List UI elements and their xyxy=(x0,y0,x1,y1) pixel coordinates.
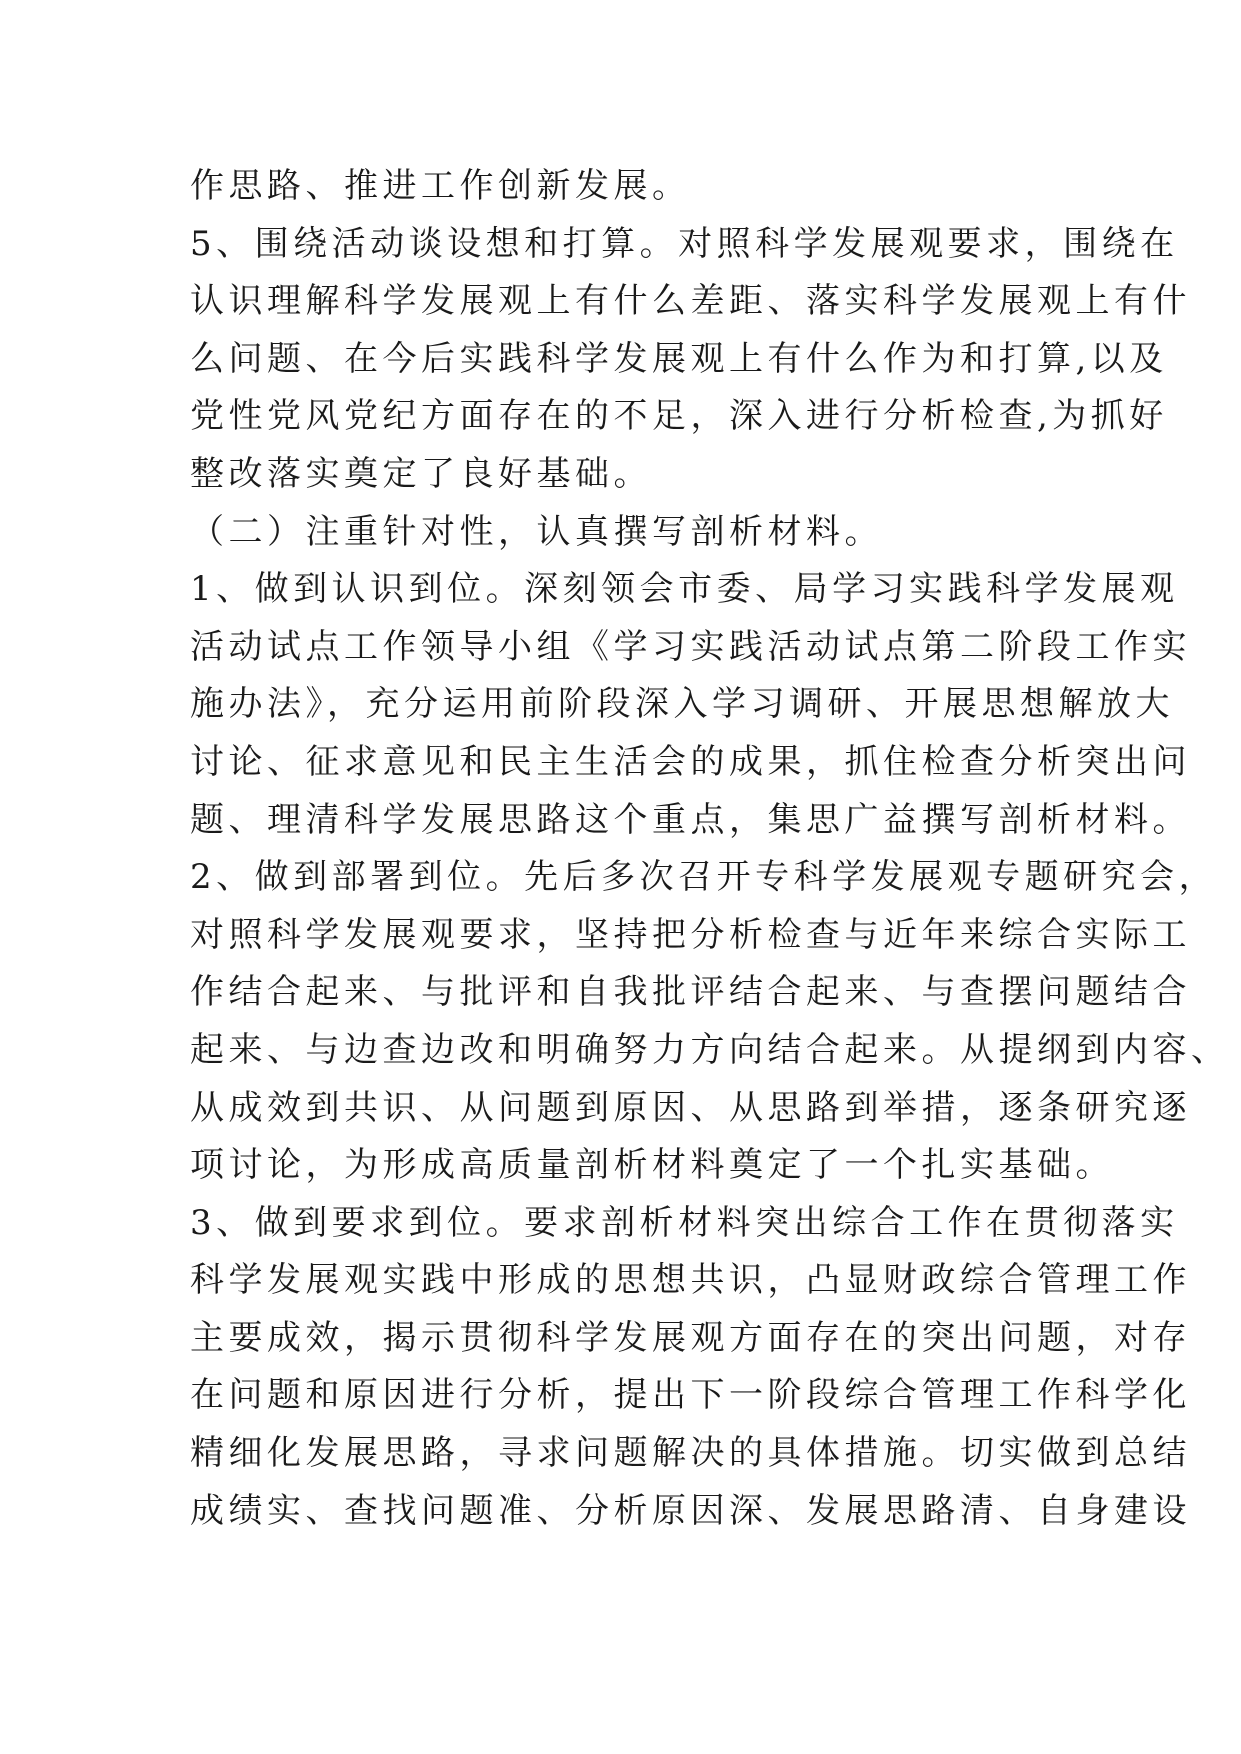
text-line: 2、做到部署到位。先后多次召开专科学发展观专题研究会， xyxy=(190,857,1218,898)
text-line: 讨论、征求意见和民主生活会的成果，抓住检查分析突出问 xyxy=(190,741,1191,782)
text-line: 认识理解科学发展观上有什么差距、落实科学发展观上有什 xyxy=(190,281,1191,322)
text-line: 起来、与边查边改和明确努力方向结合起来。从提纲到内容、 xyxy=(190,1029,1230,1070)
text-line: 对照科学发展观要求，坚持把分析检查与近年来综合实际工 xyxy=(190,914,1191,955)
text-line: 作结合起来、与批评和自我批评结合起来、与查摆问题结合 xyxy=(190,972,1191,1013)
text-line: 从成效到共识、从问题到原因、从思路到举措，逐条研究逐 xyxy=(190,1087,1191,1128)
text-line: 项讨论，为形成高质量剖析材料奠定了一个扎实基础。 xyxy=(190,1145,1114,1186)
text-line: 么问题、在今后实践科学发展观上有什么作为和打算,以及 xyxy=(190,338,1168,379)
text-line: 题、理清科学发展思路这个重点，集思广益撰写剖析材料。 xyxy=(190,799,1191,840)
text-line: 党性党风党纪方面存在的不足，深入进行分析检查,为抓好 xyxy=(190,396,1168,437)
text-line: 5、围绕活动谈设想和打算。对照科学发展观要求，围绕在 xyxy=(190,223,1179,264)
text-line: 施办法》，充分运用前阶段深入学习调研、开展思想解放大 xyxy=(190,684,1174,725)
text-line: 1、做到认识到位。深刻领会市委、局学习实践科学发展观 xyxy=(190,569,1179,610)
text-line: 活动试点工作领导小组《学习实践活动试点第二阶段工作实 xyxy=(190,626,1191,667)
text-line: 整改落实奠定了良好基础。 xyxy=(190,453,652,494)
text-line: 作思路、推进工作创新发展。 xyxy=(190,166,691,206)
text-line: 精细化发展思路，寻求问题解决的具体措施。切实做到总结 xyxy=(190,1433,1191,1474)
section-heading: （二）注重针对性，认真撰写剖析材料。 xyxy=(190,511,883,552)
text-line: 3、做到要求到位。要求剖析材料突出综合工作在贯彻落实 xyxy=(190,1202,1179,1243)
text-line: 成绩实、查找问题准、分析原因深、发展思路清、自身建设 xyxy=(190,1490,1191,1531)
text-line: 科学发展观实践中形成的思想共识，凸显财政综合管理工作 xyxy=(190,1260,1191,1301)
text-line: 主要成效，揭示贯彻科学发展观方面存在的突出问题，对存 xyxy=(190,1317,1191,1358)
text-line: 在问题和原因进行分析，提出下一阶段综合管理工作科学化 xyxy=(190,1375,1191,1416)
body-text xyxy=(190,158,1230,1540)
